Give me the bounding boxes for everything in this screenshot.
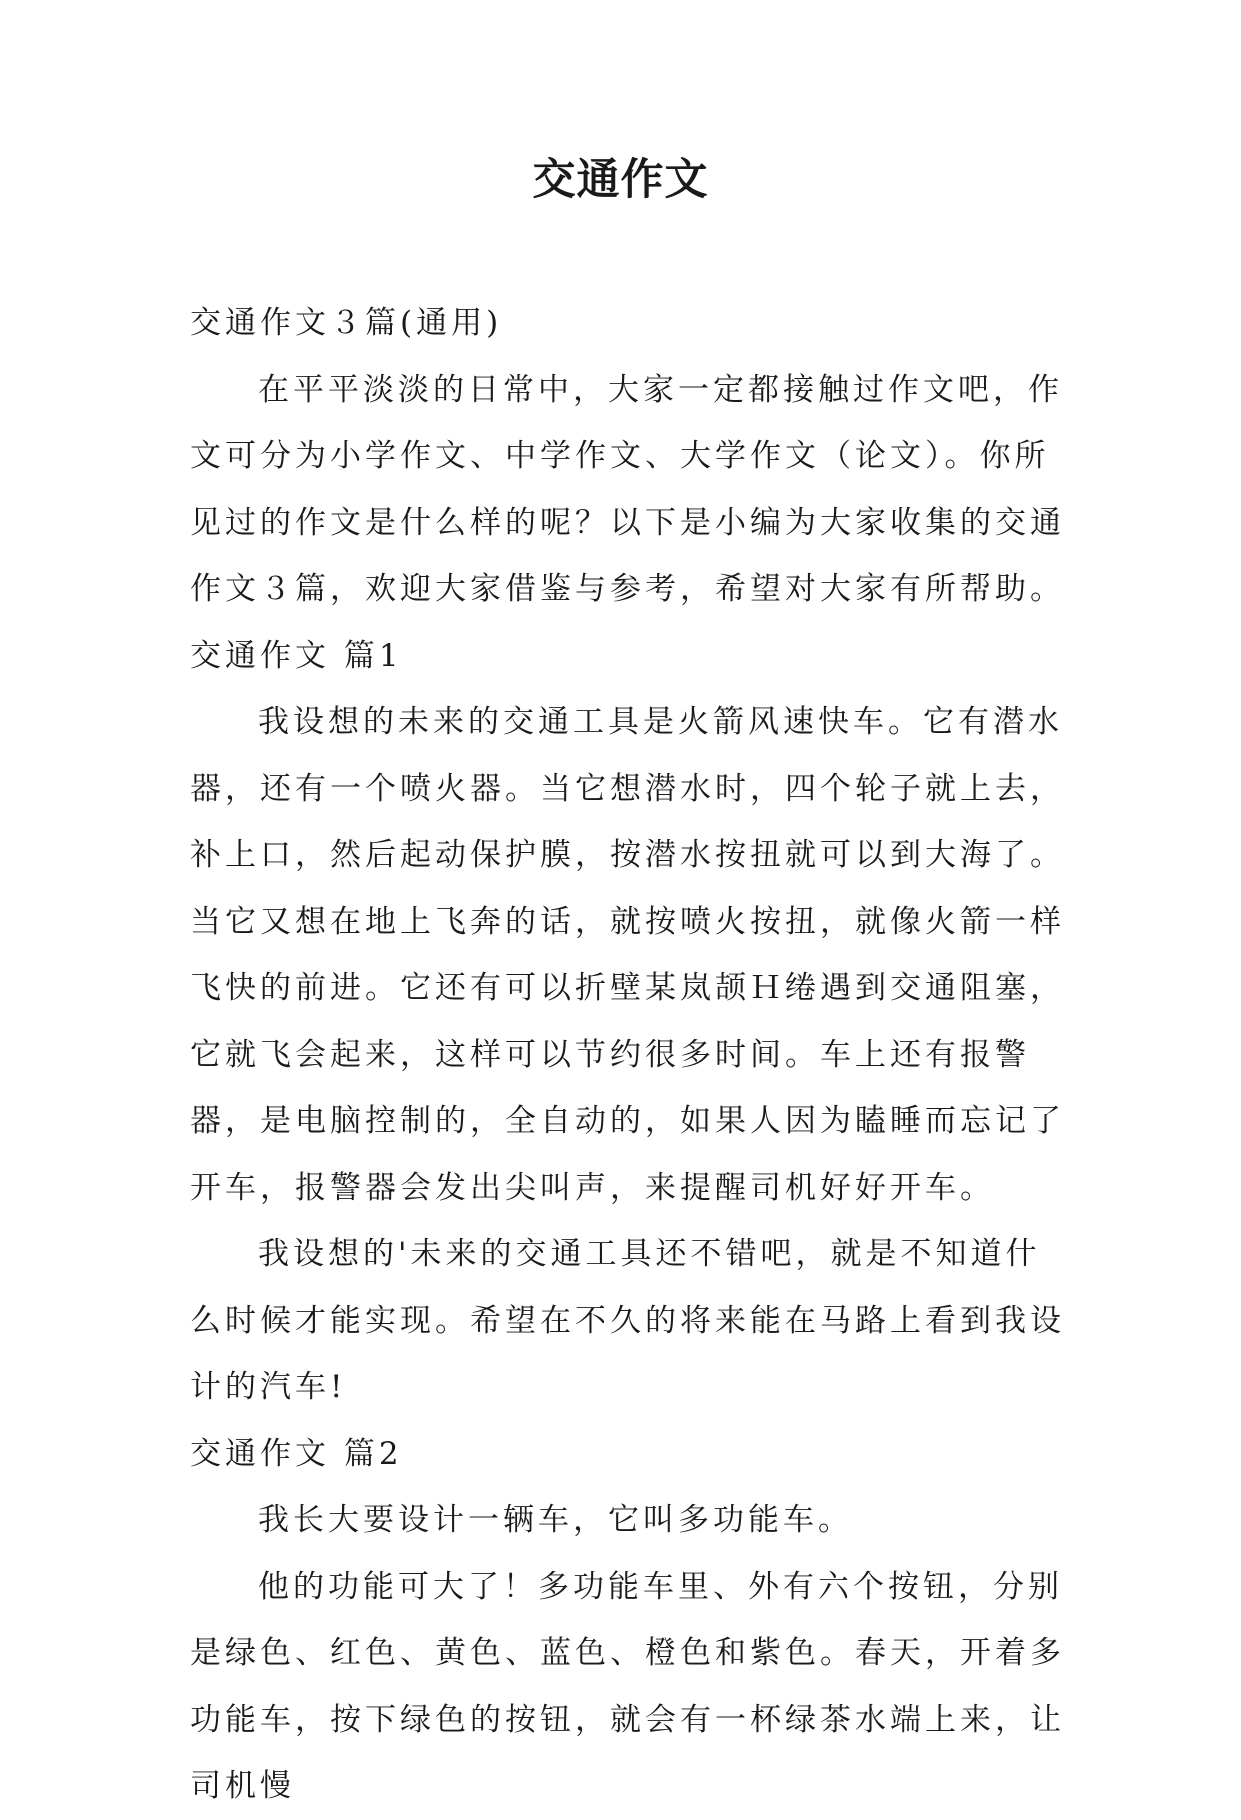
- document-body: [190, 290, 1070, 1820]
- section-1-paragraph-2: 我设想的'未来的交通工具还不错吧，就是不知道什么时候才能实现。希望在不久的将来能在马路上看到我设计的汽车!: [190, 1236, 1065, 1405]
- document-subtitle: 交通作文３篇(通用): [190, 305, 503, 341]
- section-2-paragraph-2: 他的功能可大了！多功能车里、外有六个按钮，分别是绿色、红色、黄色、蓝色、橙色和紫色。春天，开着多功能车，按下绿色的按钮，就会有一杯绿茶水端上来，让司机慢: [190, 1568, 1065, 1804]
- section-heading-2: 交通作文 篇2: [190, 1435, 403, 1472]
- section-heading-1: 交通作文 篇1: [190, 637, 403, 674]
- section-2-paragraph-1: 我长大要设计一辆车，它叫多功能车。: [258, 1502, 853, 1538]
- intro-paragraph: 在平平淡淡的日常中，大家一定都接触过作文吧，作文可分为小学作文、中学作文、大学作文（论文）。你所见过的作文是什么样的呢？以下是小编为大家收集的交通作文３篇，欢迎大家借鉴与参考，希望对大家有所帮助。: [190, 371, 1065, 607]
- section-1-paragraph-1: 我设想的未来的交通工具是火箭风速快车。它有潜水器，还有一个喷火器。当它想潜水时，四个轮子就上去，补上口，然后起动保护膜，按潜水按扭就可以到大海了。当它又想在地上飞奔的话，就按喷火按扭，就像火箭一样飞快的前进。它还有可以折壁某岚颉Ｈ绻遇到交通阻塞，它就飞会起来，这样可以节约很多时间。车上还有报警器，是电脑控制的，全自动的，如果人因为瞌睡而忘记了开车，报警器会发出尖叫声，来提醒司机好好开车。: [190, 704, 1065, 1206]
- document-title: 交通作文: [532, 155, 709, 205]
